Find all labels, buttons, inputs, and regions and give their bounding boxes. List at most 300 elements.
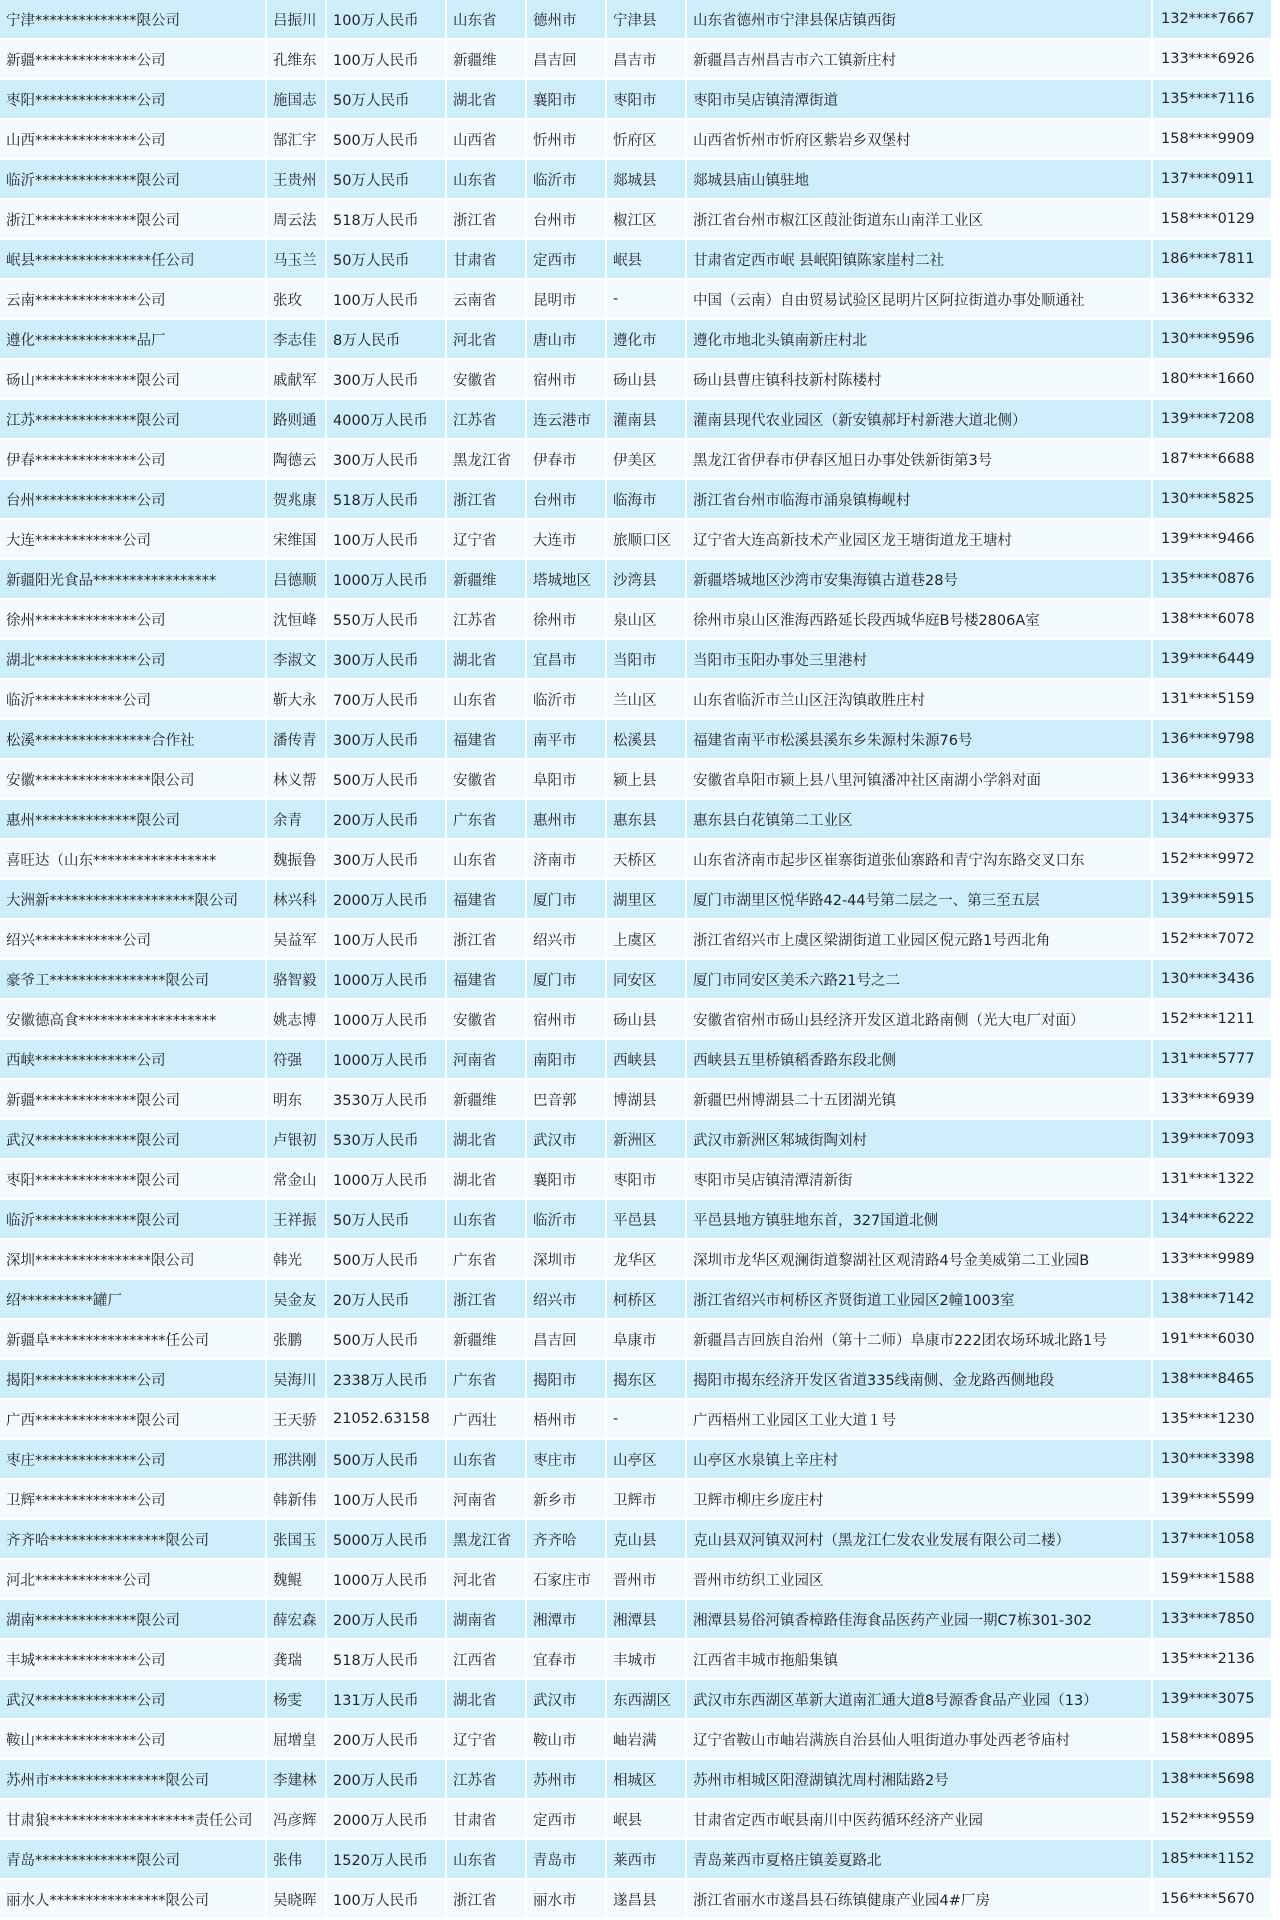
legal-person-cell: 吕振川 [266, 0, 326, 39]
table-row [0, 959, 1272, 999]
registered-capital-cell: 550万人民币 [326, 599, 446, 639]
company-name-cell: 绍兴************公司 [0, 919, 266, 959]
province-cell: 新疆维 [446, 39, 526, 79]
address-cell: 新疆昌吉州昌吉市六工镇新庄村 [686, 39, 1152, 79]
table-row [0, 1679, 1272, 1719]
district-cell: 泉山区 [606, 599, 686, 639]
address-cell: 枣阳市吴店镇清潭清新街 [686, 1159, 1152, 1199]
city-cell: 深圳市 [526, 1239, 606, 1279]
table-row [0, 1839, 1272, 1879]
registered-capital-cell: 518万人民币 [326, 199, 446, 239]
registered-capital-cell: 100万人民币 [326, 519, 446, 559]
province-cell: 浙江省 [446, 1879, 526, 1919]
company-name-cell: 卫辉**************公司 [0, 1479, 266, 1519]
legal-person-cell: 李淑文 [266, 639, 326, 679]
city-cell: 绍兴市 [526, 1279, 606, 1319]
table-row [0, 1519, 1272, 1559]
company-name-cell: 揭阳**************公司 [0, 1359, 266, 1399]
district-cell: 惠东县 [606, 799, 686, 839]
registered-capital-cell: 100万人民币 [326, 279, 446, 319]
registered-capital-cell: 300万人民币 [326, 359, 446, 399]
district-cell: 莱西市 [606, 1839, 686, 1879]
district-cell: 龙华区 [606, 1239, 686, 1279]
company-name-cell: 松溪****************合作社 [0, 719, 266, 759]
province-cell: 山东省 [446, 1439, 526, 1479]
city-cell: 襄阳市 [526, 79, 606, 119]
company-name-cell: 临沂************公司 [0, 679, 266, 719]
table-row [0, 879, 1272, 919]
company-name-cell: 枣阳**************公司 [0, 79, 266, 119]
province-cell: 山东省 [446, 159, 526, 199]
table-row [0, 1199, 1272, 1239]
table-row [0, 679, 1272, 719]
legal-person-cell: 魏鲲 [266, 1559, 326, 1599]
registered-capital-cell: 1000万人民币 [326, 999, 446, 1039]
city-cell: 昌吉回 [526, 39, 606, 79]
address-cell: 晋州市纺织工业园区 [686, 1559, 1152, 1599]
district-cell: 湘潭县 [606, 1599, 686, 1639]
city-cell: 湘潭市 [526, 1599, 606, 1639]
address-cell: 浙江省台州市椒江区葭沚街道东山南洋工业区 [686, 199, 1152, 239]
phone-cell: 130****3398 [1152, 1439, 1272, 1479]
legal-person-cell: 潘传青 [266, 719, 326, 759]
company-name-cell: 湖南**************限公司 [0, 1599, 266, 1639]
company-name-cell: 枣阳**************限公司 [0, 1159, 266, 1199]
registered-capital-cell: 700万人民币 [326, 679, 446, 719]
table-row [0, 1639, 1272, 1679]
phone-cell: 156****5670 [1152, 1879, 1272, 1919]
district-cell: 新洲区 [606, 1119, 686, 1159]
province-cell: 江苏省 [446, 399, 526, 439]
city-cell: 厦门市 [526, 879, 606, 919]
district-cell: 枣阳市 [606, 79, 686, 119]
address-cell: 山东省济南市起步区崔寨街道张仙寨路和青宁沟东路交叉口东 [686, 839, 1152, 879]
district-cell: 当阳市 [606, 639, 686, 679]
city-cell: 苏州市 [526, 1759, 606, 1799]
table-row [0, 559, 1272, 599]
city-cell: 徐州市 [526, 599, 606, 639]
phone-cell: 131****1322 [1152, 1159, 1272, 1199]
city-cell: 临沂市 [526, 1199, 606, 1239]
company-name-cell: 大洲新********************限公司 [0, 879, 266, 919]
legal-person-cell: 张鹏 [266, 1319, 326, 1359]
table-row [0, 1799, 1272, 1839]
phone-cell: 130****5825 [1152, 479, 1272, 519]
phone-cell: 158****0895 [1152, 1719, 1272, 1759]
city-cell: 宿州市 [526, 359, 606, 399]
address-cell: 平邑县地方镇驻地东首，327国道北侧 [686, 1199, 1152, 1239]
province-cell: 黑龙江省 [446, 1519, 526, 1559]
registered-capital-cell: 1520万人民币 [326, 1839, 446, 1879]
registered-capital-cell: 200万人民币 [326, 1759, 446, 1799]
table-row [0, 159, 1272, 199]
district-cell: 博湖县 [606, 1079, 686, 1119]
address-cell: 武汉市东西湖区革新大道南汇通大道8号源香食品产业园（13） [686, 1679, 1152, 1719]
district-cell: 遵化市 [606, 319, 686, 359]
phone-cell: 152****9559 [1152, 1799, 1272, 1839]
district-cell: - [606, 279, 686, 319]
table-row [0, 759, 1272, 799]
company-name-cell: 新疆阜****************任公司 [0, 1319, 266, 1359]
company-name-cell: 安徽****************限公司 [0, 759, 266, 799]
company-name-cell: 武汉**************限公司 [0, 1119, 266, 1159]
legal-person-cell: 姚志博 [266, 999, 326, 1039]
table-row [0, 1759, 1272, 1799]
table-row [0, 479, 1272, 519]
district-cell: 沙湾县 [606, 559, 686, 599]
company-name-cell: 丽水人****************限公司 [0, 1879, 266, 1919]
table-row [0, 279, 1272, 319]
address-cell: 苏州市相城区阳澄湖镇沈周村湘陆路2号 [686, 1759, 1152, 1799]
district-cell: 克山县 [606, 1519, 686, 1559]
address-cell: 浙江省绍兴市柯桥区齐贤街道工业园区2幢1003室 [686, 1279, 1152, 1319]
registered-capital-cell: 1000万人民币 [326, 1559, 446, 1599]
company-name-cell: 湖北**************公司 [0, 639, 266, 679]
table-row [0, 639, 1272, 679]
city-cell: 丽水市 [526, 1879, 606, 1919]
phone-cell: 139****3075 [1152, 1679, 1272, 1719]
table-row [0, 599, 1272, 639]
registered-capital-cell: 1000万人民币 [326, 559, 446, 599]
registered-capital-cell: 530万人民币 [326, 1119, 446, 1159]
legal-person-cell: 王祥振 [266, 1199, 326, 1239]
address-cell: 新疆巴州博湖县二十五团湖光镇 [686, 1079, 1152, 1119]
district-cell: 椒江区 [606, 199, 686, 239]
district-cell: 相城区 [606, 1759, 686, 1799]
province-cell: 浙江省 [446, 479, 526, 519]
company-name-cell: 深圳****************限公司 [0, 1239, 266, 1279]
company-name-cell: 西峡**************公司 [0, 1039, 266, 1079]
province-cell: 山东省 [446, 679, 526, 719]
table-row [0, 199, 1272, 239]
registered-capital-cell: 2000万人民币 [326, 1799, 446, 1839]
legal-person-cell: 符强 [266, 1039, 326, 1079]
address-cell: 辽宁省鞍山市岫岩满族自治县仙人咀街道办事处西老爷庙村 [686, 1719, 1152, 1759]
company-name-cell: 砀山**************限公司 [0, 359, 266, 399]
registered-capital-cell: 500万人民币 [326, 759, 446, 799]
address-cell: 浙江省绍兴市上虞区梁湖街道工业园区倪元路1号西北角 [686, 919, 1152, 959]
province-cell: 浙江省 [446, 1279, 526, 1319]
company-name-cell: 河北************公司 [0, 1559, 266, 1599]
company-name-cell: 江苏**************限公司 [0, 399, 266, 439]
city-cell: 惠州市 [526, 799, 606, 839]
district-cell: 西峡县 [606, 1039, 686, 1079]
phone-cell: 130****9596 [1152, 319, 1272, 359]
registered-capital-cell: 100万人民币 [326, 39, 446, 79]
registered-capital-cell: 300万人民币 [326, 639, 446, 679]
address-cell: 甘肃省定西市岷县南川中医药循环经济产业园 [686, 1799, 1152, 1839]
table-row [0, 1719, 1272, 1759]
registered-capital-cell: 131万人民币 [326, 1679, 446, 1719]
city-cell: 巴音郭 [526, 1079, 606, 1119]
phone-cell: 138****8465 [1152, 1359, 1272, 1399]
address-cell: 郯城县庙山镇驻地 [686, 159, 1152, 199]
district-cell: 平邑县 [606, 1199, 686, 1239]
district-cell: 遂昌县 [606, 1879, 686, 1919]
registered-capital-cell: 3530万人民币 [326, 1079, 446, 1119]
province-cell: 山东省 [446, 1839, 526, 1879]
registered-capital-cell: 5000万人民币 [326, 1519, 446, 1559]
phone-cell: 139****5599 [1152, 1479, 1272, 1519]
address-cell: 当阳市玉阳办事处三里港村 [686, 639, 1152, 679]
registered-capital-cell: 50万人民币 [326, 1199, 446, 1239]
city-cell: 临沂市 [526, 679, 606, 719]
province-cell: 黑龙江省 [446, 439, 526, 479]
registered-capital-cell: 50万人民币 [326, 239, 446, 279]
legal-person-cell: 李建林 [266, 1759, 326, 1799]
company-name-cell: 云南**************公司 [0, 279, 266, 319]
company-name-cell: 台州**************公司 [0, 479, 266, 519]
city-cell: 梧州市 [526, 1399, 606, 1439]
phone-cell: 139****7208 [1152, 399, 1272, 439]
phone-cell: 136****9798 [1152, 719, 1272, 759]
table-row [0, 1599, 1272, 1639]
city-cell: 揭阳市 [526, 1359, 606, 1399]
district-cell: 枣阳市 [606, 1159, 686, 1199]
district-cell: 砀山县 [606, 359, 686, 399]
legal-person-cell: 陶德云 [266, 439, 326, 479]
legal-person-cell: 吴益军 [266, 919, 326, 959]
province-cell: 安徽省 [446, 759, 526, 799]
district-cell: 岷县 [606, 1799, 686, 1839]
city-cell: 武汉市 [526, 1119, 606, 1159]
legal-person-cell: 明东 [266, 1079, 326, 1119]
legal-person-cell: 贺兆康 [266, 479, 326, 519]
registered-capital-cell: 100万人民币 [326, 1479, 446, 1519]
company-name-cell: 伊春**************公司 [0, 439, 266, 479]
province-cell: 湖北省 [446, 79, 526, 119]
address-cell: 厦门市同安区美禾六路21号之二 [686, 959, 1152, 999]
table-row [0, 1479, 1272, 1519]
registered-capital-cell: 200万人民币 [326, 1599, 446, 1639]
phone-cell: 136****6332 [1152, 279, 1272, 319]
company-name-cell: 广西**************限公司 [0, 1399, 266, 1439]
phone-cell: 138****7142 [1152, 1279, 1272, 1319]
address-cell: 山东省临沂市兰山区汪沟镇敢胜庄村 [686, 679, 1152, 719]
district-cell: 山亭区 [606, 1439, 686, 1479]
registered-capital-cell: 518万人民币 [326, 479, 446, 519]
table-row [0, 1039, 1272, 1079]
table-row [0, 439, 1272, 479]
legal-person-cell: 韩光 [266, 1239, 326, 1279]
address-cell: 山西省忻州市忻府区紫岩乡双堡村 [686, 119, 1152, 159]
registered-capital-cell: 50万人民币 [326, 159, 446, 199]
province-cell: 山东省 [446, 0, 526, 39]
province-cell: 安徽省 [446, 359, 526, 399]
legal-person-cell: 屈增皇 [266, 1719, 326, 1759]
province-cell: 福建省 [446, 719, 526, 759]
phone-cell: 139****9466 [1152, 519, 1272, 559]
legal-person-cell: 郜汇宇 [266, 119, 326, 159]
district-cell: 揭东区 [606, 1359, 686, 1399]
city-cell: 昌吉回 [526, 1319, 606, 1359]
province-cell: 江苏省 [446, 599, 526, 639]
address-cell: 浙江省台州市临海市涌泉镇梅岘村 [686, 479, 1152, 519]
phone-cell: 180****1660 [1152, 359, 1272, 399]
table-row [0, 39, 1272, 79]
legal-person-cell: 王天骄 [266, 1399, 326, 1439]
province-cell: 河南省 [446, 1039, 526, 1079]
district-cell: 灌南县 [606, 399, 686, 439]
table-row [0, 79, 1272, 119]
registered-capital-cell: 20万人民币 [326, 1279, 446, 1319]
legal-person-cell: 张玫 [266, 279, 326, 319]
district-cell: 郯城县 [606, 159, 686, 199]
company-name-cell: 鞍山**************公司 [0, 1719, 266, 1759]
city-cell: 台州市 [526, 479, 606, 519]
company-name-cell: 武汉**************公司 [0, 1679, 266, 1719]
address-cell: 徐州市泉山区淮海西路延长段西城华庭B号楼2806A室 [686, 599, 1152, 639]
phone-cell: 132****7667 [1152, 0, 1272, 39]
address-cell: 惠东县白花镇第二工业区 [686, 799, 1152, 839]
district-cell: 天桥区 [606, 839, 686, 879]
phone-cell: 139****7093 [1152, 1119, 1272, 1159]
phone-cell: 152****1211 [1152, 999, 1272, 1039]
phone-cell: 135****0876 [1152, 559, 1272, 599]
table-row [0, 1399, 1272, 1439]
registered-capital-cell: 300万人民币 [326, 719, 446, 759]
table-row [0, 239, 1272, 279]
city-cell: 厦门市 [526, 959, 606, 999]
city-cell: 昆明市 [526, 279, 606, 319]
company-name-cell: 齐齐哈****************限公司 [0, 1519, 266, 1559]
city-cell: 襄阳市 [526, 1159, 606, 1199]
phone-cell: 135****7116 [1152, 79, 1272, 119]
district-cell: 岫岩满 [606, 1719, 686, 1759]
company-name-cell: 苏州市****************限公司 [0, 1759, 266, 1799]
province-cell: 江西省 [446, 1639, 526, 1679]
province-cell: 广东省 [446, 1239, 526, 1279]
address-cell: 山亭区水泉镇上辛庄村 [686, 1439, 1152, 1479]
phone-cell: 152****9972 [1152, 839, 1272, 879]
city-cell: 忻州市 [526, 119, 606, 159]
table-row [0, 359, 1272, 399]
phone-cell: 131****5159 [1152, 679, 1272, 719]
district-cell: 阜康市 [606, 1319, 686, 1359]
registered-capital-cell: 100万人民币 [326, 1879, 446, 1919]
company-name-cell: 岷县****************任公司 [0, 239, 266, 279]
province-cell: 湖北省 [446, 1119, 526, 1159]
legal-person-cell: 施国志 [266, 79, 326, 119]
province-cell: 山东省 [446, 1199, 526, 1239]
city-cell: 阜阳市 [526, 759, 606, 799]
registered-capital-cell: 518万人民币 [326, 1639, 446, 1679]
city-cell: 大连市 [526, 519, 606, 559]
phone-cell: 158****9909 [1152, 119, 1272, 159]
city-cell: 临沂市 [526, 159, 606, 199]
company-name-cell: 丰城**************公司 [0, 1639, 266, 1679]
city-cell: 鞍山市 [526, 1719, 606, 1759]
address-cell: 甘肃省定西市岷 县岷阳镇陈家崖村二社 [686, 239, 1152, 279]
district-cell: 同安区 [606, 959, 686, 999]
province-cell: 山东省 [446, 839, 526, 879]
address-cell: 西峡县五里桥镇稻香路东段北侧 [686, 1039, 1152, 1079]
address-cell: 江西省丰城市拖船集镇 [686, 1639, 1152, 1679]
city-cell: 宜昌市 [526, 639, 606, 679]
city-cell: 唐山市 [526, 319, 606, 359]
phone-cell: 135****1230 [1152, 1399, 1272, 1439]
registered-capital-cell: 2000万人民币 [326, 879, 446, 919]
phone-cell: 139****6449 [1152, 639, 1272, 679]
province-cell: 福建省 [446, 879, 526, 919]
district-cell: 晋州市 [606, 1559, 686, 1599]
city-cell: 塔城地区 [526, 559, 606, 599]
district-cell: 忻府区 [606, 119, 686, 159]
company-name-cell: 宁津**************限公司 [0, 0, 266, 39]
table-row [0, 799, 1272, 839]
city-cell: 南阳市 [526, 1039, 606, 1079]
city-cell: 济南市 [526, 839, 606, 879]
company-name-cell: 新疆**************公司 [0, 39, 266, 79]
city-cell: 青岛市 [526, 1839, 606, 1879]
table-row [0, 319, 1272, 359]
city-cell: 宿州市 [526, 999, 606, 1039]
table-row [0, 839, 1272, 879]
registered-capital-cell: 8万人民币 [326, 319, 446, 359]
province-cell: 广东省 [446, 799, 526, 839]
table-row [0, 1279, 1272, 1319]
table-row [0, 719, 1272, 759]
province-cell: 新疆维 [446, 559, 526, 599]
city-cell: 枣庄市 [526, 1439, 606, 1479]
table-row [0, 1439, 1272, 1479]
registered-capital-cell: 500万人民币 [326, 1239, 446, 1279]
province-cell: 河北省 [446, 1559, 526, 1599]
legal-person-cell: 王贵州 [266, 159, 326, 199]
address-cell: 武汉市新洲区邾城街陶刘村 [686, 1119, 1152, 1159]
phone-cell: 186****7811 [1152, 239, 1272, 279]
district-cell: 上虞区 [606, 919, 686, 959]
phone-cell: 136****9933 [1152, 759, 1272, 799]
address-cell: 卫辉市柳庄乡庞庄村 [686, 1479, 1152, 1519]
address-cell: 安徽省阜阳市颍上县八里河镇潘冲社区南湖小学斜对面 [686, 759, 1152, 799]
province-cell: 福建省 [446, 959, 526, 999]
address-cell: 广西梧州工业园区工业大道１号 [686, 1399, 1152, 1439]
province-cell: 甘肃省 [446, 239, 526, 279]
city-cell: 定西市 [526, 239, 606, 279]
province-cell: 甘肃省 [446, 1799, 526, 1839]
legal-person-cell: 冯彦辉 [266, 1799, 326, 1839]
company-name-cell: 安徽德高食******************* [0, 999, 266, 1039]
address-cell: 新疆昌吉回族自治州（第十二师）阜康市222团农场环城北路1号 [686, 1319, 1152, 1359]
table-row [0, 919, 1272, 959]
table-row [0, 1079, 1272, 1119]
phone-cell: 138****5698 [1152, 1759, 1272, 1799]
phone-cell: 133****6926 [1152, 39, 1272, 79]
address-cell: 枣阳市吴店镇清潭街道 [686, 79, 1152, 119]
district-cell: 临海市 [606, 479, 686, 519]
table-row [0, 0, 1272, 39]
city-cell: 德州市 [526, 0, 606, 39]
district-cell: 丰城市 [606, 1639, 686, 1679]
province-cell: 山西省 [446, 119, 526, 159]
company-name-cell: 喜旺达（山东***************** [0, 839, 266, 879]
company-name-cell: 新疆**************限公司 [0, 1079, 266, 1119]
legal-person-cell: 林义帮 [266, 759, 326, 799]
phone-cell: 187****6688 [1152, 439, 1272, 479]
company-name-cell: 青岛**************限公司 [0, 1839, 266, 1879]
address-cell: 砀山县曹庄镇科技新村陈楼村 [686, 359, 1152, 399]
table-row [0, 1559, 1272, 1599]
province-cell: 河北省 [446, 319, 526, 359]
address-cell: 青岛莱西市夏格庄镇姜夏路北 [686, 1839, 1152, 1879]
company-name-cell: 山西**************公司 [0, 119, 266, 159]
registered-capital-cell: 21052.63158 [326, 1399, 446, 1439]
district-cell: 旅顺口区 [606, 519, 686, 559]
phone-cell: 133****6939 [1152, 1079, 1272, 1119]
district-cell: 昌吉市 [606, 39, 686, 79]
city-cell: 新乡市 [526, 1479, 606, 1519]
